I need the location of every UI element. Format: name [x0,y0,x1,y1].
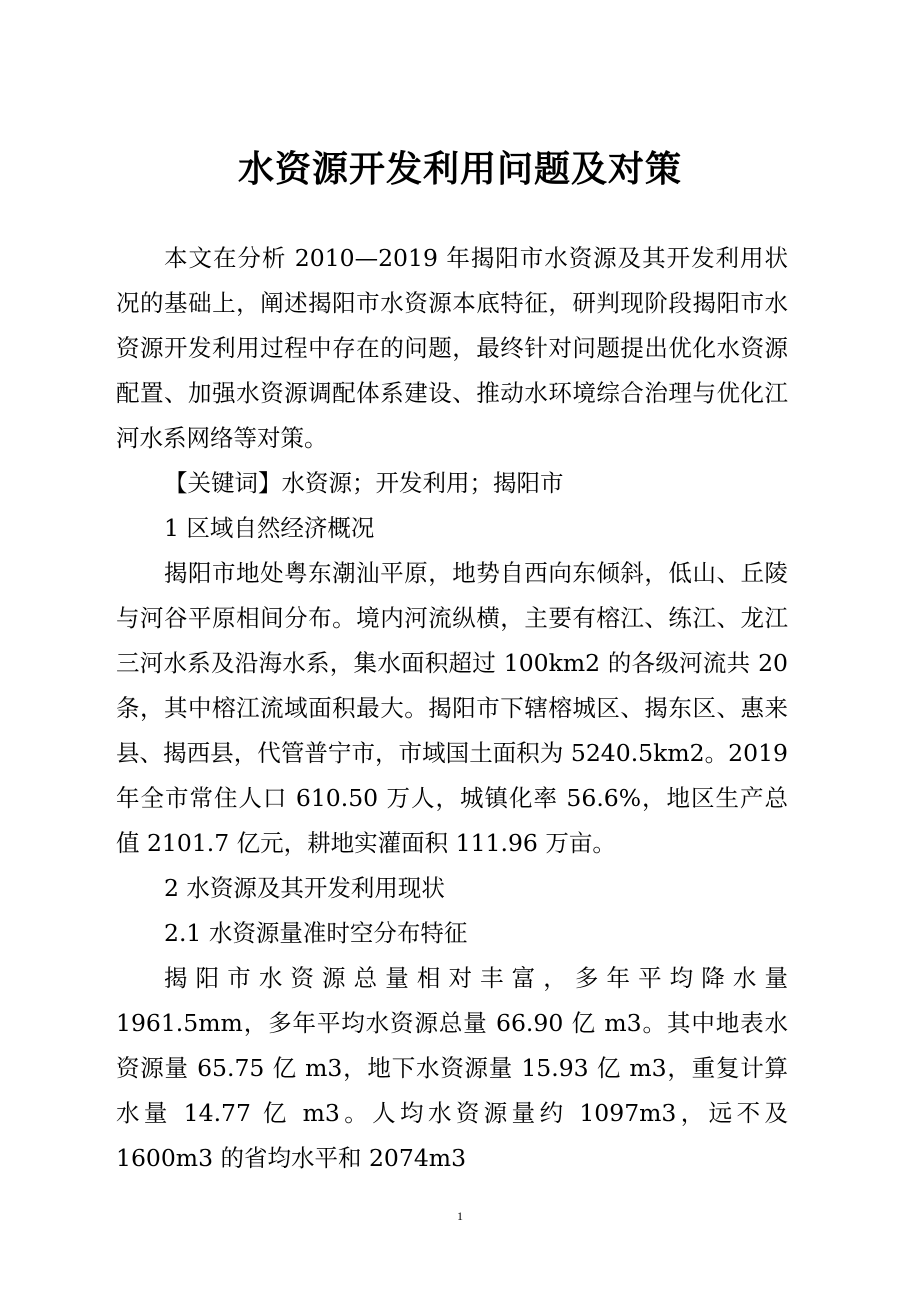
document-title: 水资源开发利用问题及对策 [237,148,682,190]
section-heading-1: 1 区域自然经济概况 [164,514,375,542]
subsection-heading-2-1: 2.1 水资源量准时空分布特征 [164,919,468,947]
page-number: 1 [457,1209,463,1223]
keywords-line: 【关键词】水资源；开发利用；揭阳市 [164,469,564,497]
abstract-paragraph: 本文在分析 2010—2019 年揭阳市水资源及其开发利用状况的基础上，阐述揭阳市水资源本底特征，研判现阶段揭阳市水资源开发利用过程中存在的问题，最终针对问题提出优化水资源配置、加强水资源调配体系建设、推动水环境综合治理与优化江河水系网络等对策。 [116,244,788,452]
document-body [116,236,788,1181]
section-heading-2: 2 水资源及其开发利用现状 [164,874,445,902]
body-paragraph: 揭阳市地处粤东潮汕平原，地势自西向东倾斜，低山、丘陵与河谷平原相间分布。境内河流纵横，主要有榕江、练江、龙江三河水系及沿海水系，集水面积超过 100km2 的各级河流共 20 条，其中榕江流域面积最大。揭阳市下辖榕城区、揭东区、惠来县、揭西县，代管普宁市，市域国土面积为 5240.5km2。2019 年全市常住人口 610.50 万人，城镇化率 56.6%，地区生产总值 2101.7 亿元，耕地实灌面积 111.96 万亩。 [116,559,788,857]
body-paragraph: 揭阳市水资源总量相对丰富，多年平均降水量 1961.5mm，多年平均水资源总量 66.90 亿 m3。其中地表水资源量 65.75 亿 m3，地下水资源量 15.93 亿 m3，重复计算水量 14.77 亿 m3。人均水资源量约 1097m3，远不及 1600m3 的省均水平和 2074m3 [116,964,788,1172]
